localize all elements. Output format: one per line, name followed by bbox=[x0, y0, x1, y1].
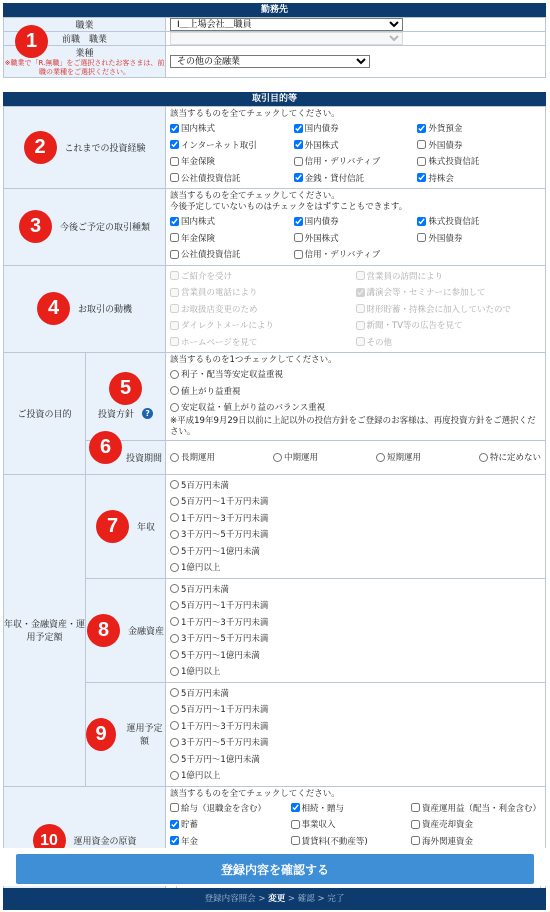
planned-option-checkbox[interactable] bbox=[417, 217, 426, 226]
step-confirm: 確認 bbox=[297, 894, 315, 904]
step-indicator: 登録内容照会 > 変更 > 確認 > 完了 bbox=[3, 888, 546, 910]
income-option[interactable] bbox=[170, 493, 541, 510]
experience-option-checkbox[interactable] bbox=[417, 124, 426, 133]
motive-option[interactable] bbox=[356, 301, 542, 318]
income-label: 年収 bbox=[137, 522, 156, 533]
planned-option-checkbox[interactable] bbox=[170, 217, 179, 226]
assets-option-radio[interactable] bbox=[170, 650, 179, 659]
period-option[interactable] bbox=[170, 449, 215, 466]
motive-option[interactable] bbox=[356, 268, 542, 285]
motive-option-label: 講演会等・セミナーに参加して bbox=[366, 288, 486, 299]
income-option-label: 1千万円～3千万円未満 bbox=[181, 513, 269, 524]
source-option-label: 賃貸料(不動産等) bbox=[301, 836, 368, 847]
amount-option[interactable] bbox=[170, 701, 541, 718]
planned-label: 今後ご予定の取引種類 bbox=[60, 223, 151, 234]
income-option-radio[interactable] bbox=[170, 546, 179, 555]
planned-hint-2: 今後予定していないものはチェックをはずすこともできます。 bbox=[170, 202, 408, 212]
amount-option-label: 1億円以上 bbox=[181, 771, 221, 782]
step-change: 変更 bbox=[268, 894, 286, 904]
motive-option-label: ダイレクトメールにより bbox=[181, 321, 274, 332]
assets-option[interactable] bbox=[170, 663, 541, 680]
source-option-checkbox[interactable] bbox=[170, 836, 179, 845]
experience-option-checkbox[interactable] bbox=[417, 173, 426, 182]
experience-option[interactable] bbox=[417, 170, 541, 187]
occupation-select[interactable] bbox=[170, 18, 403, 31]
assets-option-label: 5千万円～1億円未満 bbox=[181, 650, 260, 661]
policy-option[interactable] bbox=[170, 383, 541, 400]
period-option-radio[interactable] bbox=[170, 453, 179, 462]
policy-note: ※平成19年9月29日以前に上記以外の投信方針をご登録のお客様は、再度投資方針をご選択ください。 bbox=[170, 415, 536, 437]
source-option-checkbox[interactable] bbox=[411, 820, 420, 829]
income-options bbox=[166, 474, 546, 578]
purpose-section bbox=[3, 92, 546, 895]
amount-option[interactable] bbox=[170, 685, 541, 702]
amount-option[interactable] bbox=[170, 767, 541, 784]
motive-option-checkbox[interactable] bbox=[356, 288, 365, 297]
motive-options bbox=[166, 265, 546, 353]
period-option-radio[interactable] bbox=[479, 453, 488, 462]
income-assets-label: 年収・金融資産・運用予定額 bbox=[4, 474, 86, 786]
amount-option-radio[interactable] bbox=[170, 705, 179, 714]
planned-option-label: 外国株式 bbox=[304, 233, 339, 244]
employment-section bbox=[3, 3, 546, 78]
motive-option[interactable] bbox=[356, 284, 542, 301]
period-option-radio[interactable] bbox=[273, 453, 282, 462]
experience-option[interactable] bbox=[170, 153, 294, 170]
experience-option[interactable] bbox=[294, 153, 418, 170]
amount-option[interactable] bbox=[170, 751, 541, 768]
industry-select[interactable] bbox=[170, 55, 370, 68]
income-option-label: 5百万円～1千万円未満 bbox=[181, 497, 269, 508]
experience-option-label: 株式投資信託 bbox=[428, 157, 480, 168]
badge-9: 9 bbox=[86, 718, 116, 751]
period-option[interactable] bbox=[376, 449, 421, 466]
badge-2: 2 bbox=[24, 131, 57, 164]
experience-label: これまでの投資経験 bbox=[64, 144, 146, 154]
amount-option-label: 1千万円～3千万円未満 bbox=[181, 721, 269, 732]
assets-option-radio[interactable] bbox=[170, 601, 179, 610]
policy-options bbox=[166, 353, 546, 441]
planned-option[interactable] bbox=[170, 213, 294, 230]
experience-hint: 該当するものを全てチェックしてください。 bbox=[170, 109, 340, 119]
planned-option[interactable] bbox=[294, 230, 418, 247]
badge-8: 8 bbox=[87, 614, 120, 647]
amount-option-radio[interactable] bbox=[170, 721, 179, 730]
purpose-table bbox=[3, 106, 546, 895]
planned-option[interactable] bbox=[294, 246, 418, 263]
experience-option[interactable] bbox=[170, 120, 294, 137]
source-option-checkbox[interactable] bbox=[411, 836, 420, 845]
policy-option-label: 安定収益・値上がり益のバランス重視 bbox=[181, 403, 326, 414]
assets-option-radio[interactable] bbox=[170, 617, 179, 626]
planned-option-label: 公社債投資信託 bbox=[181, 250, 241, 261]
planned-option-label: 年金保険 bbox=[181, 233, 216, 244]
assets-option-radio[interactable] bbox=[170, 634, 179, 643]
experience-options bbox=[166, 107, 546, 189]
source-option[interactable] bbox=[291, 800, 411, 817]
motive-option-checkbox[interactable] bbox=[170, 304, 179, 313]
motive-option[interactable] bbox=[170, 284, 355, 301]
income-option[interactable] bbox=[170, 510, 541, 527]
assets-option-label: 1千万円～3千万円未満 bbox=[181, 617, 269, 628]
policy-option[interactable] bbox=[170, 366, 541, 383]
planned-options bbox=[166, 189, 546, 266]
policy-label: 投資方針 bbox=[98, 410, 135, 421]
period-option-label: 長期運用 bbox=[181, 453, 216, 463]
source-option-checkbox[interactable] bbox=[411, 803, 420, 812]
source-option-label: 年金 bbox=[181, 836, 199, 847]
motive-option[interactable] bbox=[170, 334, 355, 351]
assets-option[interactable] bbox=[170, 647, 541, 664]
planned-hint-1: 該当するものを全てチェックしてください。 bbox=[170, 191, 340, 201]
assets-label: 金融資産 bbox=[128, 626, 165, 637]
experience-option[interactable] bbox=[170, 170, 294, 187]
motive-option-checkbox[interactable] bbox=[170, 288, 179, 297]
experience-option-label: 金銭・貸付信託 bbox=[304, 173, 365, 184]
assets-option-radio[interactable] bbox=[170, 667, 179, 676]
motive-option[interactable] bbox=[170, 301, 355, 318]
motive-option-label: 財形貯蓄・持株会に加入していたので bbox=[366, 304, 512, 315]
period-option-label: 特に定めない bbox=[489, 453, 541, 463]
assets-options bbox=[166, 578, 546, 682]
experience-option-checkbox[interactable] bbox=[294, 140, 303, 149]
experience-option[interactable] bbox=[417, 153, 541, 170]
income-option-label: 1億円以上 bbox=[181, 563, 221, 574]
planned-option-checkbox[interactable] bbox=[417, 233, 426, 242]
prev-occupation-select[interactable] bbox=[170, 32, 403, 45]
motive-option[interactable] bbox=[356, 317, 542, 334]
planned-amount-label: 運用予定額 bbox=[126, 724, 163, 747]
experience-option-label: 外貨預金 bbox=[428, 124, 463, 135]
planned-option-label: 信用・デリバティブ bbox=[304, 250, 381, 261]
planned-option-checkbox[interactable] bbox=[294, 217, 303, 226]
experience-option[interactable] bbox=[294, 137, 418, 154]
period-label: 投資期間 bbox=[126, 453, 163, 464]
income-option-radio[interactable] bbox=[170, 563, 179, 572]
experience-option-label: 外国株式 bbox=[304, 140, 339, 151]
objective-label: ご投資の目的 bbox=[4, 353, 86, 475]
income-option-radio[interactable] bbox=[170, 530, 179, 539]
experience-option[interactable] bbox=[417, 120, 541, 137]
planned-option-label: 国内債券 bbox=[304, 217, 339, 228]
assets-option-label: 3千万円～5千万円未満 bbox=[181, 634, 269, 645]
amount-option[interactable] bbox=[170, 734, 541, 751]
income-option[interactable] bbox=[170, 526, 541, 543]
badge-6: 6 bbox=[89, 431, 122, 464]
policy-option-radio[interactable] bbox=[170, 403, 179, 412]
experience-option-checkbox[interactable] bbox=[170, 157, 179, 166]
prev-occupation-label: 前職 職業 bbox=[4, 32, 166, 46]
experience-option-checkbox[interactable] bbox=[294, 173, 303, 182]
period-option-label: 短期運用 bbox=[386, 453, 421, 463]
assets-option-label: 1億円以上 bbox=[181, 667, 221, 678]
source-option[interactable] bbox=[411, 800, 541, 817]
planned-option[interactable] bbox=[417, 213, 541, 230]
planned-option[interactable] bbox=[294, 213, 418, 230]
motive-option-label: 営業員の電話により bbox=[181, 288, 258, 299]
industry-label: 業種 bbox=[75, 49, 94, 59]
source-option-label: 相続・贈与 bbox=[301, 803, 345, 814]
experience-option-label: 年金保険 bbox=[181, 157, 216, 168]
experience-option-checkbox[interactable] bbox=[170, 124, 179, 133]
badge-10: 10 bbox=[33, 824, 66, 857]
purpose-header: 取引目的等 bbox=[3, 92, 546, 106]
motive-option-label: その他 bbox=[366, 337, 393, 348]
source-option-label: 資産売却資金 bbox=[421, 820, 473, 831]
period-option-label: 中期運用 bbox=[284, 453, 319, 463]
motive-option-checkbox[interactable] bbox=[356, 321, 365, 330]
amount-option-label: 5千万円～1億円未満 bbox=[181, 754, 260, 765]
source-option-checkbox[interactable] bbox=[170, 820, 179, 829]
amount-option[interactable] bbox=[170, 718, 541, 735]
assets-option[interactable] bbox=[170, 597, 541, 614]
motive-option-checkbox[interactable] bbox=[356, 271, 365, 280]
planned-option-label: 外国債券 bbox=[428, 233, 463, 244]
income-option[interactable] bbox=[170, 477, 541, 494]
period-option[interactable] bbox=[479, 449, 541, 466]
period-option[interactable] bbox=[273, 449, 318, 466]
motive-option-label: ホームページを見て bbox=[181, 337, 258, 348]
source-option[interactable] bbox=[170, 816, 290, 833]
period-option-radio[interactable] bbox=[376, 453, 385, 462]
motive-option-checkbox[interactable] bbox=[170, 321, 179, 330]
motive-label: お取引の動機 bbox=[78, 305, 133, 316]
experience-option[interactable] bbox=[294, 170, 418, 187]
source-option-label: 給与（退職金を含む） bbox=[181, 803, 267, 814]
step-inquiry: 登録内容照会 bbox=[204, 894, 256, 904]
experience-option[interactable] bbox=[170, 137, 294, 154]
planned-option[interactable] bbox=[170, 246, 294, 263]
income-option[interactable] bbox=[170, 559, 541, 576]
source-option-label: 海外関連資金 bbox=[421, 836, 473, 847]
experience-option[interactable] bbox=[294, 120, 418, 137]
planned-option-label: 国内株式 bbox=[181, 217, 216, 228]
source-option-checkbox[interactable] bbox=[291, 820, 300, 829]
policy-option[interactable] bbox=[170, 399, 541, 416]
badge-3: 3 bbox=[19, 210, 52, 243]
source-option-label: 事業収入 bbox=[301, 820, 336, 831]
experience-option-checkbox[interactable] bbox=[294, 124, 303, 133]
policy-option-label: 値上がり益重視 bbox=[181, 386, 241, 397]
experience-option-label: 信用・デリバティブ bbox=[304, 157, 381, 168]
motive-option-label: お取扱店変更のため bbox=[181, 304, 258, 315]
experience-option-checkbox[interactable] bbox=[170, 140, 179, 149]
source-option-checkbox[interactable] bbox=[291, 803, 300, 812]
source-option[interactable] bbox=[411, 833, 541, 850]
badge-1: 1 bbox=[15, 25, 48, 58]
assets-option[interactable] bbox=[170, 630, 541, 647]
employment-header: 勤務先 bbox=[3, 3, 546, 17]
amount-option-radio[interactable] bbox=[170, 754, 179, 763]
assets-option-label: 5百万円未満 bbox=[181, 584, 229, 595]
experience-option-label: 国内株式 bbox=[181, 124, 216, 135]
source-option-checkbox[interactable] bbox=[170, 803, 179, 812]
help-icon[interactable]: ? bbox=[142, 408, 153, 419]
experience-option-label: インターネット取引 bbox=[181, 140, 257, 151]
planned-option-checkbox[interactable] bbox=[294, 233, 303, 242]
badge-7: 7 bbox=[96, 510, 129, 543]
assets-option-radio[interactable] bbox=[170, 584, 179, 593]
assets-option-label: 5百万円～1千万円未満 bbox=[181, 601, 269, 612]
employment-table bbox=[3, 17, 546, 78]
motive-option[interactable] bbox=[170, 268, 355, 285]
experience-option-checkbox[interactable] bbox=[417, 157, 426, 166]
source-option[interactable] bbox=[291, 816, 411, 833]
experience-option-checkbox[interactable] bbox=[294, 157, 303, 166]
amount-option-label: 5百万円～1千万円未満 bbox=[181, 705, 269, 716]
experience-option-label: 外国債券 bbox=[428, 140, 463, 151]
planned-option-checkbox[interactable] bbox=[170, 250, 179, 259]
experience-option-label: 持株会 bbox=[428, 173, 454, 184]
amount-option-radio[interactable] bbox=[170, 738, 179, 747]
motive-option-checkbox[interactable] bbox=[356, 304, 365, 313]
source-option[interactable] bbox=[170, 800, 290, 817]
policy-option-label: 利子・配当等安定収益重視 bbox=[181, 370, 284, 381]
income-option-label: 5百万円未満 bbox=[181, 480, 229, 491]
policy-option-radio[interactable] bbox=[170, 386, 179, 395]
step-complete: 完了 bbox=[327, 894, 345, 904]
income-option[interactable] bbox=[170, 543, 541, 560]
income-option-radio[interactable] bbox=[170, 497, 179, 506]
motive-option-checkbox[interactable] bbox=[170, 271, 179, 280]
amount-option-label: 3千万円～5千万円未満 bbox=[181, 738, 269, 749]
planned-option[interactable] bbox=[417, 230, 541, 247]
planned-option[interactable] bbox=[170, 230, 294, 247]
source-option[interactable] bbox=[291, 833, 411, 850]
motive-option-label: ご紹介を受け bbox=[181, 271, 233, 282]
motive-option-checkbox[interactable] bbox=[170, 337, 179, 346]
planned-option-checkbox[interactable] bbox=[170, 233, 179, 242]
amount-option-radio[interactable] bbox=[170, 771, 179, 780]
occupation-label: 職業 bbox=[4, 18, 166, 32]
experience-option-label: 国内債券 bbox=[304, 124, 339, 135]
planned-option-label: 株式投資信託 bbox=[428, 217, 480, 228]
industry-note: ※職業で「R.無職」をご選択されたお客さまは、前職の業種をご選択ください。 bbox=[4, 59, 165, 76]
badge-5: 5 bbox=[109, 372, 142, 405]
income-option-radio[interactable] bbox=[170, 480, 179, 489]
motive-option-checkbox[interactable] bbox=[356, 337, 365, 346]
planned-option-checkbox[interactable] bbox=[294, 250, 303, 259]
source-option-label: 貯蓄 bbox=[181, 820, 199, 831]
confirm-button[interactable]: 登録内容を確認する bbox=[16, 854, 534, 884]
source-option-checkbox[interactable] bbox=[291, 836, 300, 845]
motive-option[interactable] bbox=[356, 334, 542, 351]
badge-4: 4 bbox=[37, 292, 70, 325]
income-option-label: 5千万円～1億円未満 bbox=[181, 546, 260, 557]
motive-option-label: 営業員の訪問により bbox=[366, 271, 444, 282]
policy-option-radio[interactable] bbox=[170, 370, 179, 379]
experience-option-checkbox[interactable] bbox=[417, 140, 426, 149]
experience-option-label: 公社債投資信託 bbox=[181, 173, 241, 184]
source-label: 運用資金の原資 bbox=[73, 836, 137, 847]
amount-option-label: 5百万円未満 bbox=[181, 688, 229, 699]
motive-option-label: 新聞・TV等の広告を見て bbox=[366, 321, 463, 332]
experience-option-checkbox[interactable] bbox=[170, 173, 179, 182]
source-option[interactable] bbox=[411, 816, 541, 833]
planned-amount-options bbox=[166, 682, 546, 786]
amount-option-radio[interactable] bbox=[170, 688, 179, 697]
policy-hint: 該当するものを1つチェックしてください。 bbox=[170, 355, 337, 365]
source-option-label: 資産運用益（配当・利金含む） bbox=[421, 803, 541, 814]
motive-option[interactable] bbox=[170, 317, 355, 334]
source-option[interactable] bbox=[170, 833, 290, 850]
source-hint: 該当するものを全てチェックしてください。 bbox=[170, 788, 340, 799]
income-option-label: 3千万円～5千万円未満 bbox=[181, 530, 269, 541]
assets-option[interactable] bbox=[170, 614, 541, 631]
experience-option[interactable] bbox=[417, 137, 541, 154]
income-option-radio[interactable] bbox=[170, 513, 179, 522]
assets-option[interactable] bbox=[170, 581, 541, 598]
